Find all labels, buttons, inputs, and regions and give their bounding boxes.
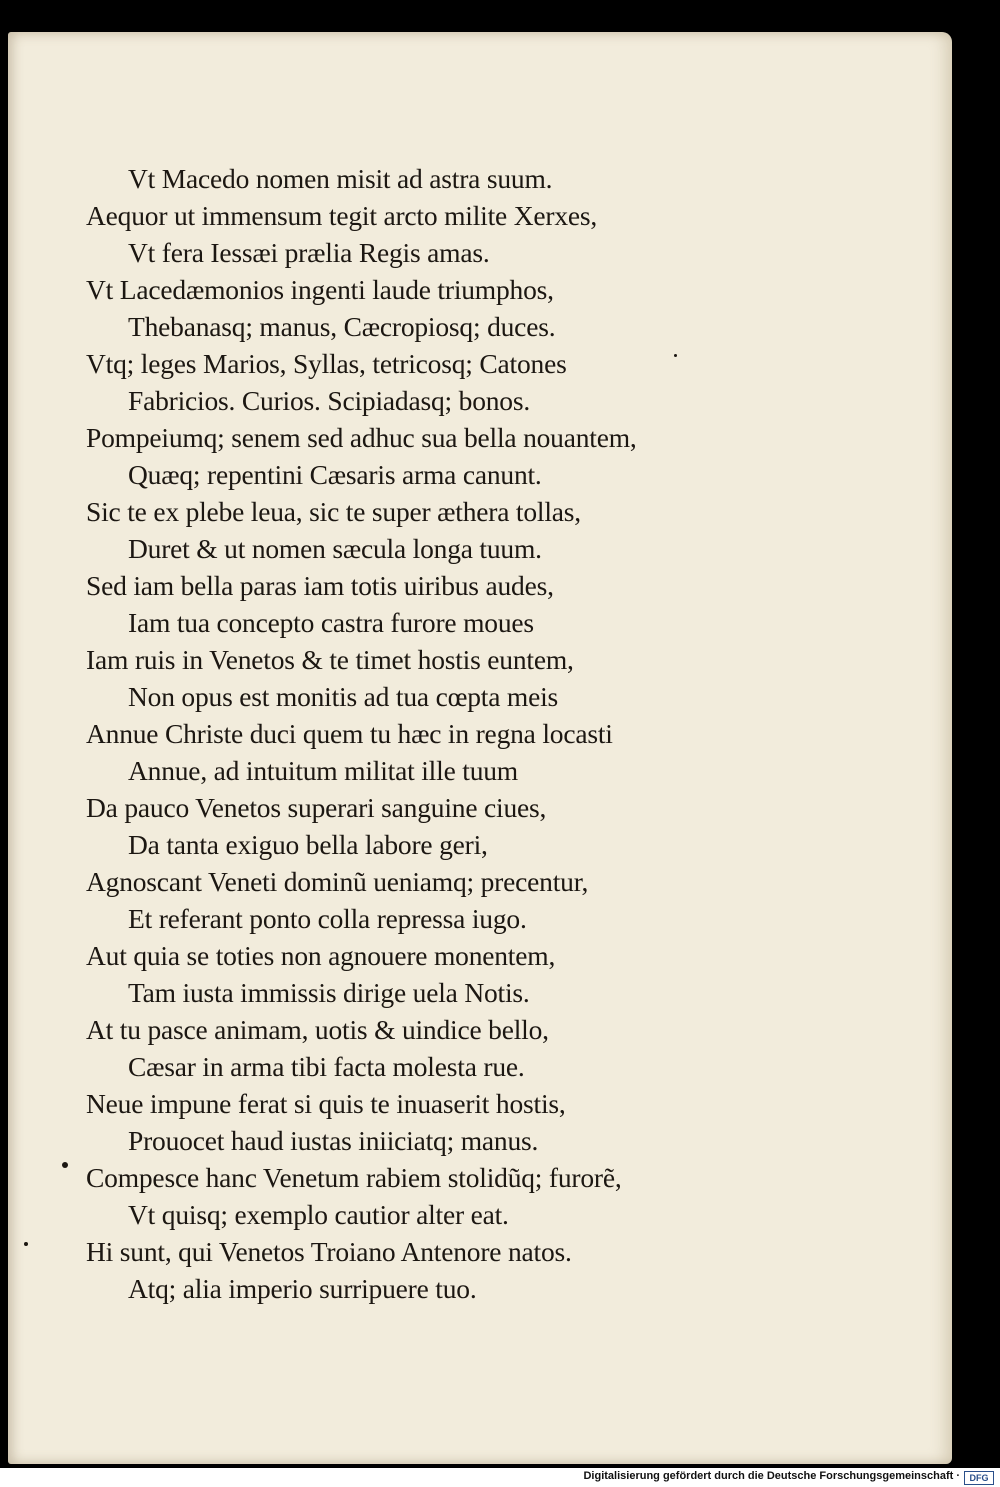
verse-line: Iam tua concepto castra furore moues <box>128 607 534 638</box>
verse-line: Da pauco Venetos superari sanguine ciues, <box>86 792 547 823</box>
verse-line: Da tanta exiguo bella labore geri, <box>128 829 488 860</box>
verse-line: Duret & ut nomen sæcula longa tuum. <box>128 533 542 564</box>
verse-line: Cæsar in arma tibi facta molesta rue. <box>128 1051 525 1082</box>
verse-line: Sic te ex plebe leua, sic te super æthera tollas, <box>86 496 581 527</box>
verse-line: Fabricios. Curios. Scipiadasq; bonos. <box>128 385 531 416</box>
verse-line: Non opus est monitis ad tua cœpta meis <box>128 681 559 712</box>
ink-dot <box>62 1162 68 1168</box>
ink-dot <box>674 354 677 357</box>
verse-line: Vtq; leges Marios, Syllas, tetricosq; Catones <box>86 348 567 379</box>
verse-line: Vt fera Iessæi prælia Regis amas. <box>128 237 490 268</box>
verse-line: Pompeiumq; senem sed adhuc sua bella nouantem, <box>86 422 637 453</box>
verse-line: Vt Lacedæmonios ingenti laude triumphos, <box>86 274 554 305</box>
footer-bar <box>0 1468 1000 1487</box>
verse-line: Iam ruis in Venetos & te timet hostis euntem, <box>86 644 574 675</box>
verse-line: Hi sunt, qui Venetos Troiano Antenore natos. <box>86 1236 572 1267</box>
verse-line: At tu pasce animam, uotis & uindice bello, <box>86 1014 549 1045</box>
ink-dot <box>24 1242 28 1246</box>
verse-line: Annue, ad intuitum militat ille tuum <box>128 755 518 786</box>
verse-line: Vt quisq; exemplo cautior alter eat. <box>128 1199 509 1230</box>
verse-line: Prouocet haud iustas iniiciatq; manus. <box>128 1125 539 1156</box>
verse-line: Vt Macedo nomen misit ad astra suum. <box>128 163 553 194</box>
verse-line: Aut quia se toties non agnouere monentem, <box>86 940 556 971</box>
verse-line: Compesce hanc Venetum rabiem stolidũq; furorẽ, <box>86 1162 622 1193</box>
funding-credit: Digitalisierung gefördert durch die Deutsche Forschungsgemeinschaft · <box>583 1470 960 1482</box>
verse-line: Tam iusta immissis dirige uela Notis. <box>128 977 530 1008</box>
verse-line: Sed iam bella paras iam totis uiribus audes, <box>86 570 554 601</box>
verse-line: Thebanasq; manus, Cæcropiosq; duces. <box>128 311 556 342</box>
book-page <box>8 32 952 1464</box>
verse-line: Et referant ponto colla repressa iugo. <box>128 903 527 934</box>
dfg-logo: DFG <box>964 1471 994 1485</box>
verse-line: Agnoscant Veneti dominũ ueniamq; precentur, <box>86 866 589 897</box>
verse-line: Quæq; repentini Cæsaris arma canunt. <box>128 459 542 490</box>
verse-line: Atq; alia imperio surripuere tuo. <box>128 1273 477 1304</box>
verse-line: Neue impune ferat si quis te inuaserit hostis, <box>86 1088 566 1119</box>
verse-line: Annue Christe duci quem tu hæc in regna locasti <box>86 718 613 749</box>
verse-line: Aequor ut immensum tegit arcto milite Xerxes, <box>86 200 598 231</box>
